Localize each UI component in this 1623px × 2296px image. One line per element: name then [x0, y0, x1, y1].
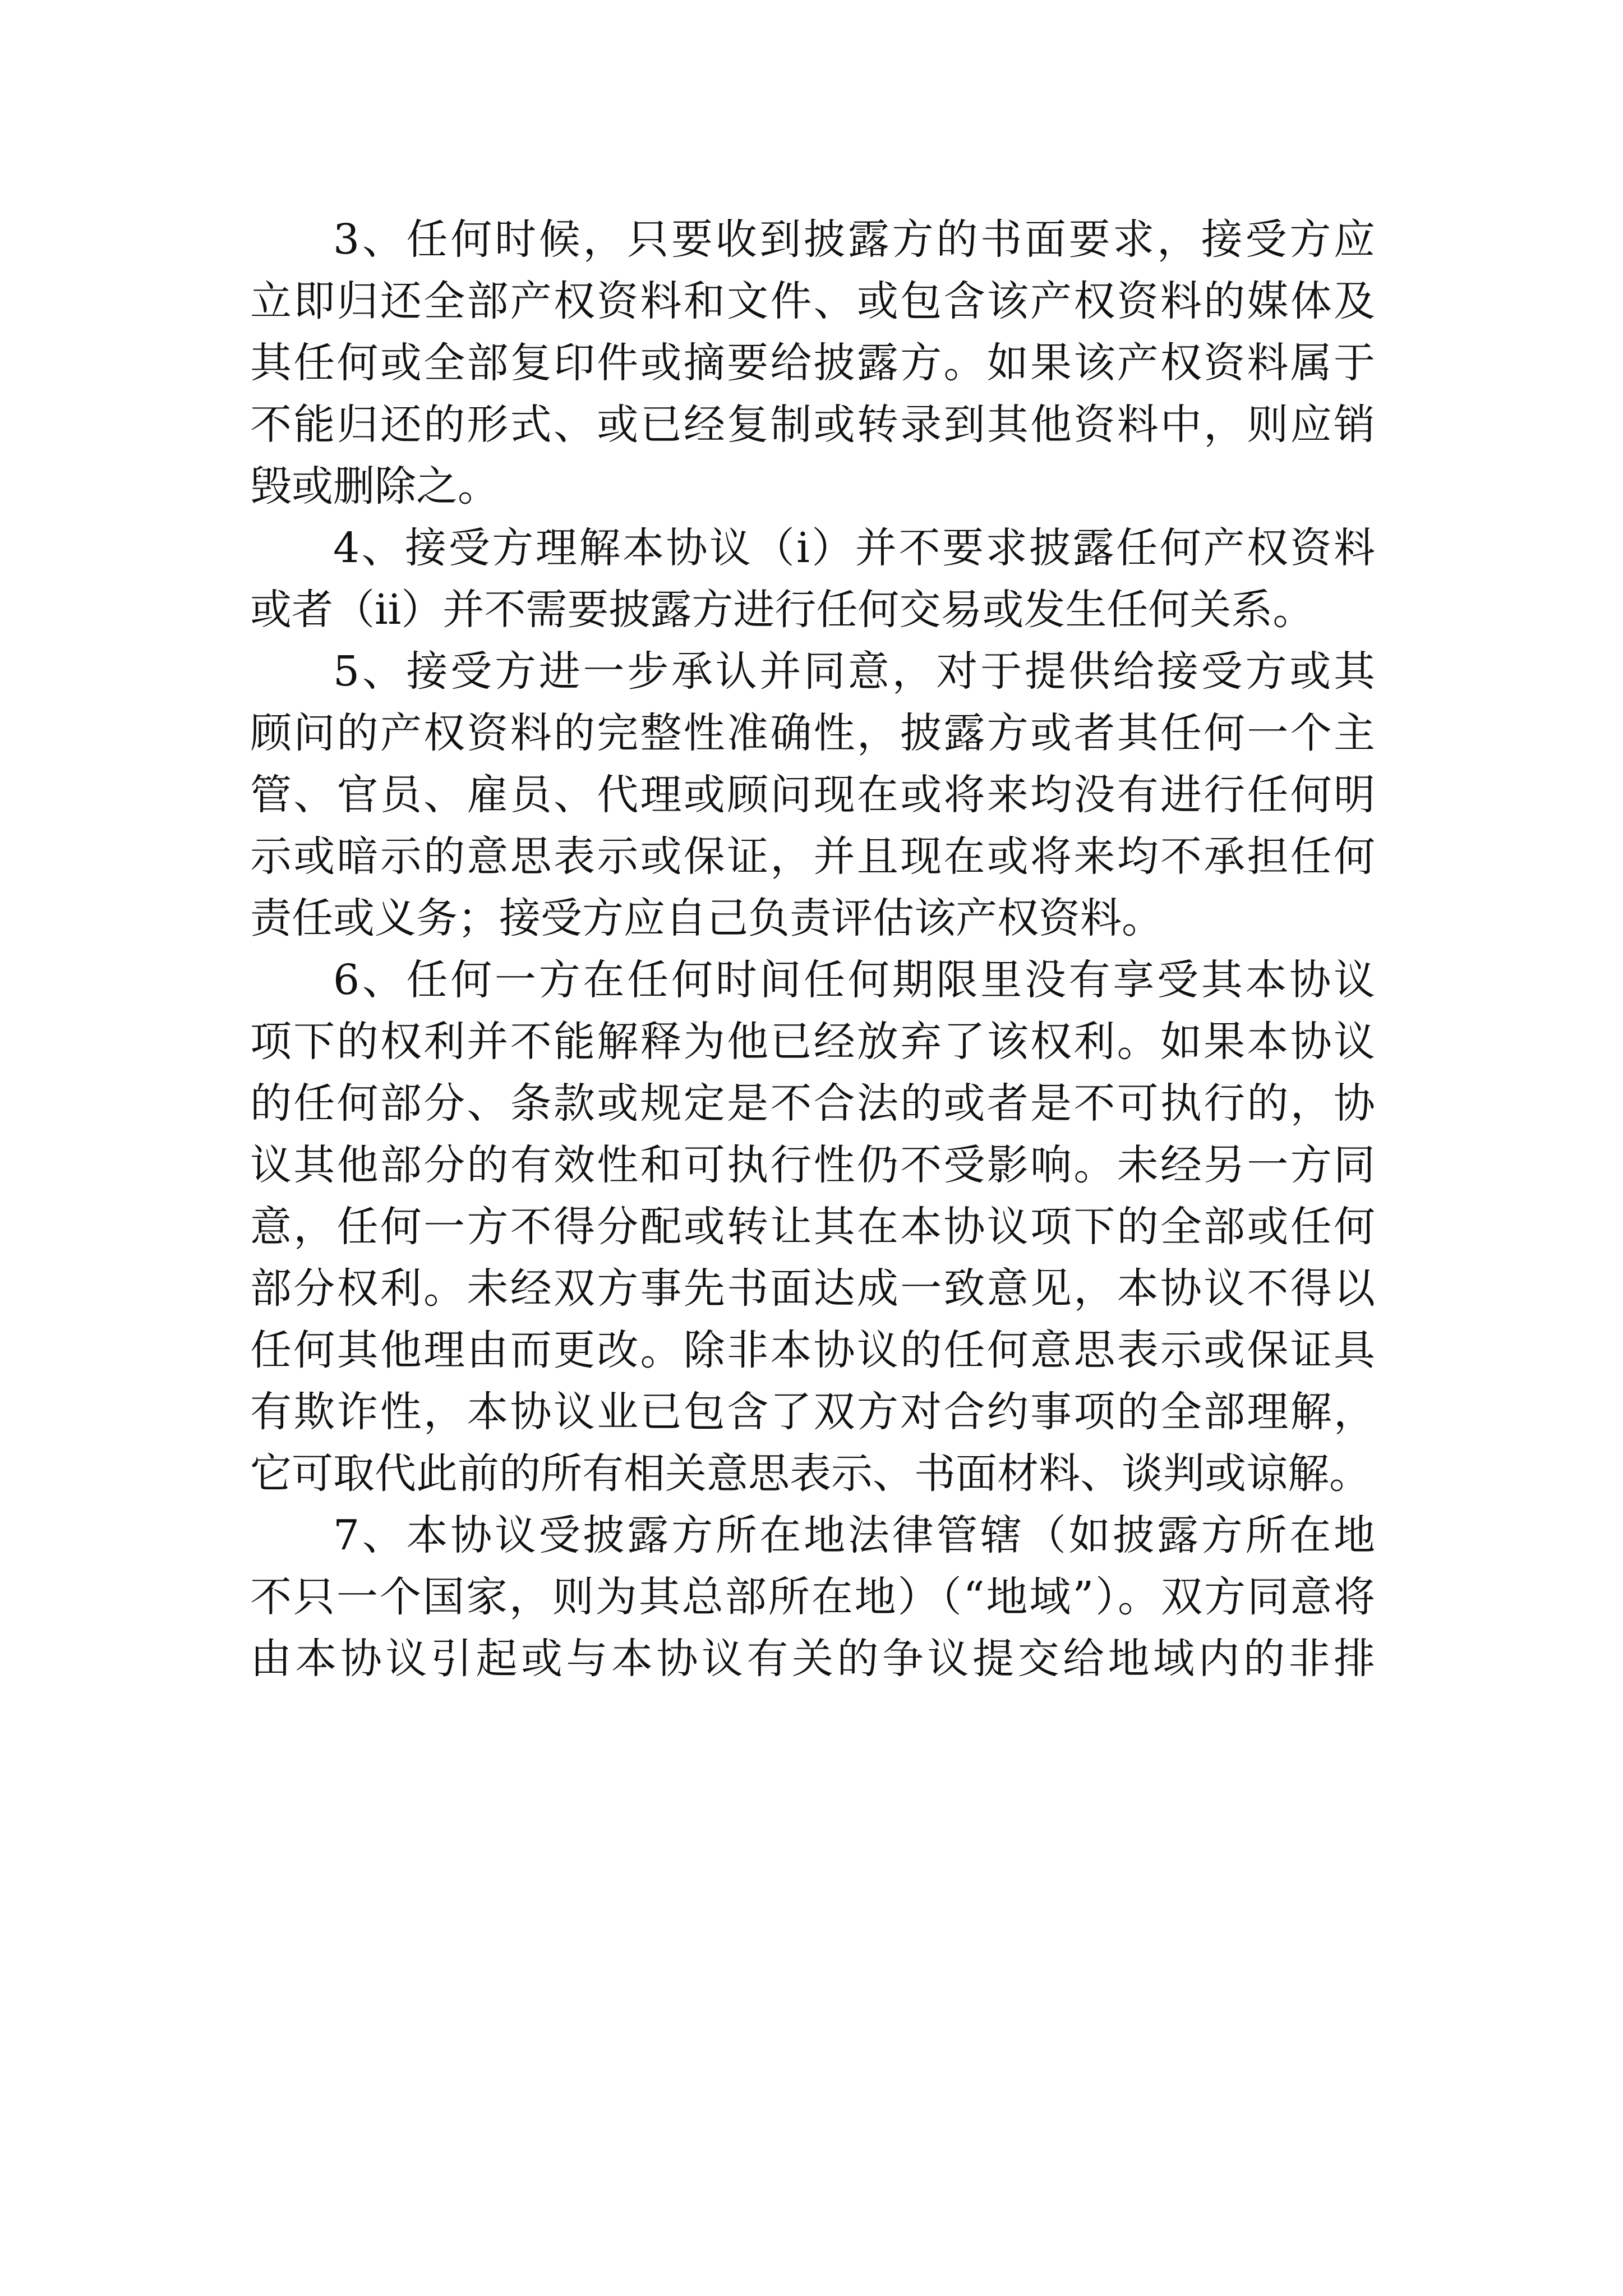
paragraph-line: 责任或义务；接受方应自己负责评估该产权资料。 [250, 894, 1163, 942]
document-body [250, 209, 1375, 1690]
paragraph-6 [250, 949, 1375, 1504]
paragraph-line: 由本协议引起或与本协议有关的争议提交给地域内的非排 [250, 1635, 1375, 1683]
paragraph-line: 3、任何时候，只要收到披露方的书面要求，接受方应 [333, 215, 1375, 264]
paragraph-line: 示或暗示的意思表示或保证，并且现在或将来均不承担任何 [250, 832, 1375, 881]
paragraph-line: 7、本协议受披露方所在地法律管辖（如披露方所在地 [333, 1511, 1375, 1559]
paragraph-line: 的任何部分、条款或规定是不合法的或者是不可执行的，协 [250, 1079, 1375, 1128]
paragraph-line: 项下的权利并不能解释为他已经放弃了该权利。如果本协议 [250, 1018, 1375, 1066]
paragraph-line: 不能归还的形式、或已经复制或转录到其他资料中，则应销 [250, 401, 1375, 449]
paragraph-line: 4、接受方理解本协议（i）并不要求披露任何产权资料 [333, 524, 1375, 572]
paragraph-line: 议其他部分的有效性和可执行性仍不受影响。未经另一方同 [250, 1141, 1375, 1189]
paragraph-line: 毁或删除之。 [250, 462, 499, 510]
paragraph-3 [250, 209, 1375, 517]
paragraph-line: 有欺诈性，本协议业已包含了双方对合约事项的全部理解， [250, 1388, 1375, 1436]
paragraph-line: 6、任何一方在任何时间任何期限里没有享受其本协议 [333, 956, 1375, 1004]
paragraph-5 [250, 641, 1375, 949]
paragraph-line: 意，任何一方不得分配或转让其在本协议项下的全部或任何 [250, 1203, 1375, 1251]
paragraph-4 [250, 517, 1375, 641]
paragraph-line: 其任何或全部复印件或摘要给披露方。如果该产权资料属于 [250, 339, 1375, 387]
paragraph-line: 顾问的产权资料的完整性准确性，披露方或者其任何一个主 [250, 709, 1375, 757]
paragraph-line: 5、接受方进一步承认并同意，对于提供给接受方或其 [333, 647, 1375, 696]
paragraph-line: 不只一个国家，则为其总部所在地）（“地域”）。双方同意将 [250, 1573, 1375, 1621]
paragraph-7 [250, 1504, 1375, 1690]
paragraph-line: 任何其他理由而更改。除非本协议的任何意思表示或保证具 [250, 1326, 1375, 1374]
paragraph-line: 或者（ii）并不需要披露方进行任何交易或发生任何关系。 [250, 586, 1315, 634]
paragraph-line: 管、官员、雇员、代理或顾问现在或将来均没有进行任何明 [250, 771, 1375, 819]
paragraph-line: 它可取代此前的所有相关意思表示、书面材料、谈判或谅解。 [250, 1450, 1371, 1498]
paragraph-line: 部分权利。未经双方事先书面达成一致意见，本协议不得以 [250, 1264, 1375, 1313]
paragraph-line: 立即归还全部产权资料和文件、或包含该产权资料的媒体及 [250, 277, 1375, 325]
